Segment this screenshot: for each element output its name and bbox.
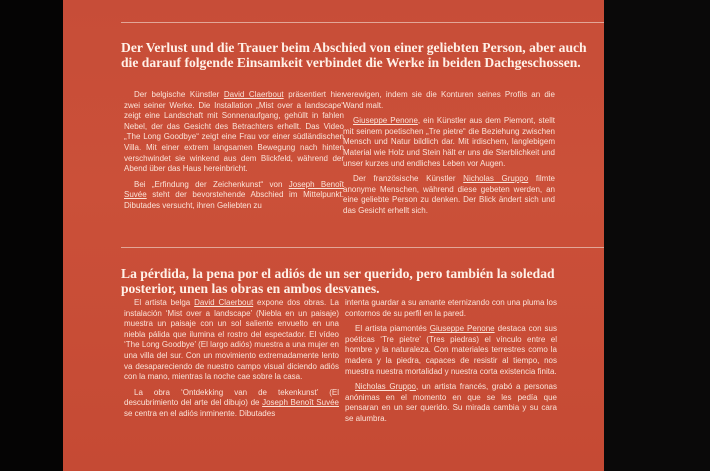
paragraph-text: Der belgische Künstler	[134, 90, 224, 99]
artist-name: David Claerbout	[223, 90, 284, 99]
paragraph	[345, 324, 557, 377]
paragraph	[343, 90, 555, 111]
paragraph	[345, 382, 557, 424]
german-column-1	[124, 90, 344, 217]
paragraph	[124, 90, 344, 175]
paragraph-text: , ein Künstler aus dem Piemont, stellt mit seinem poetischen „Tre pietre“ die Beziehung zwischen Mensch und Natur bildlich dar. Mit irdischem, langlebigem Material wie Holz und Stein hält er uns die Sterblichkeit und unser kurzes und endliches Leben vor Augen.	[343, 116, 555, 168]
artist-name: Nicholas Gruppo	[463, 174, 529, 184]
artist-name: David Claerbout	[194, 298, 254, 307]
german-column-2	[343, 90, 555, 222]
paragraph	[343, 174, 555, 216]
artist-name: Joseph Benoît Suvée	[124, 179, 344, 200]
paragraph-text: Bei „Erfindung der Zeichenkunst“ von	[134, 179, 289, 189]
paragraph-text: destaca con sus poéticas ‘Tre pietre’ (Tres piedras) el vínculo entre el hombre y la naturaleza. Con materiales terrestres como la madera y la piedra, capaces de resistir al tiempo, nos muestra nuestra mortalidad y nuestra corta existencia finita.	[345, 324, 557, 376]
spanish-column-1	[124, 298, 339, 425]
divider-middle	[121, 247, 604, 248]
paragraph-text: , un artista francés, grabó a personas anónimas en el momento en que se les pedía que pensaran en un ser querido. Su mirada cambia y su cara se alumbra.	[345, 382, 557, 423]
paragraph-text: El artista belga	[134, 298, 195, 307]
artist-name: Giuseppe Penone	[429, 324, 495, 334]
paragraph-text: La obra ‘Ontdekking van de tekenkunst’ (El descubrimiento del arte del dibujo) de	[124, 387, 339, 408]
paragraph-text: präsentiert hier zwei seiner Werke. Die Installation „Mist over a landscape“ zeigt eine Landschaft mit Sonnenaufgang, gehüllt in fahlen Nebel, der das Gesicht des Betrachters erhellt. Das Video „The Long Goodbye“ zeigt eine Frau vor einer südländischen Villa. Mit einer extrem langsamen Bewegung nach hinten verschwindet sie winkend aus dem Blickfeld, während der Abend über das Haus hereinbricht.	[124, 90, 344, 174]
paragraph-text: Der französische Künstler	[353, 174, 464, 184]
paragraph-text: expone dos obras. La instalación ‘Mist over a landscape’ (Niebla en un paisaje) muestra un paisaje con un sol saliente envuelto en una niebla pálida que ilumina el rostro del espectador. El vídeo ‘The Long Goodbye’ (El largo adiós) muestra a una mujer en una villa del sur. Con un movimiento extremadamente lento va desapareciendo de nuestro campo visual diciendo adiós con la mano, mientras la noche cae sobre la casa.	[124, 298, 339, 382]
paragraph	[124, 388, 339, 420]
paragraph	[124, 298, 339, 383]
paragraph-text: El artista piamontés	[355, 324, 430, 334]
paragraph-text: filmte anonyme Menschen, während diese gebeten werden, an eine geliebte Person zu denken. Der Blick ändert sich und das Gesicht erhellt sich.	[343, 174, 556, 215]
spanish-column-2	[345, 298, 557, 430]
paragraph	[343, 116, 555, 169]
paragraph-text: steht der bevorstehende Abschied im Mittelpunkt. Dibutades versucht, ihren Geliebten zu	[124, 190, 344, 210]
artist-name: Nicholas Gruppo	[355, 382, 416, 392]
paragraph-text: se centra en el adiós inminente. Dibutades	[124, 408, 276, 418]
german-heading: Der Verlust und die Trauer beim Abschied von einer geliebten Person, aber auch die darauf folgende Einsamkeit verbindet die Werke in beiden Dachgeschossen.	[121, 40, 587, 70]
paragraph	[124, 180, 344, 212]
paragraph-text: intenta guardar a su amante eternizando con una pluma los contornos de su perfil en la pared.	[345, 298, 557, 318]
dark-background	[0, 0, 63, 471]
divider-top	[121, 22, 604, 23]
artist-name: Giuseppe Penone	[353, 116, 418, 126]
paragraph-text: verewigen, indem sie die Konturen seines Profils an die Wand malt.	[343, 90, 555, 110]
paragraph	[345, 298, 557, 319]
artist-name: Joseph Benoît Suvée	[262, 398, 339, 408]
spanish-heading: La pérdida, la pena por el adiós de un ser querido, pero también la soledad posterior, unen las obras en ambos desvanes.	[121, 266, 555, 296]
exhibition-text-panel	[63, 0, 604, 471]
